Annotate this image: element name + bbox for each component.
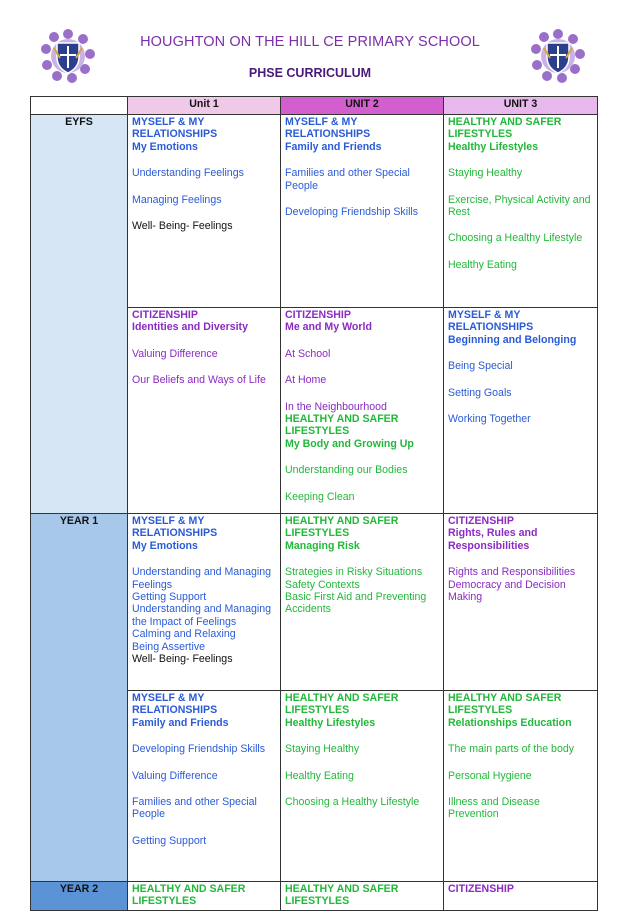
school-name: HOUGHTON ON THE HILL CE PRIMARY SCHOOL [140,34,480,50]
list-item: Rights and Responsibilities [448,566,576,579]
table-row [31,115,598,308]
cell-y1-unit1-b [128,691,281,882]
list-item: Choosing a Healthy Lifestyle [448,232,583,245]
list-item: Personal Hygiene [448,769,532,782]
cell-heading: MYSELF & MY RELATIONSHIPS [285,116,371,141]
cell-y1-unit2-b [281,691,444,882]
list-item: Being Special [448,360,513,373]
list-item: Our Beliefs and Ways of Life [132,374,266,387]
list-item: Getting Support [132,591,207,604]
cell-eyfs-unit3-a [444,115,598,308]
cell-eyfs-unit1-a [128,115,281,308]
cell-y2-unit3 [444,882,598,911]
list-item: Working Together [448,413,531,426]
column-header-year [31,97,128,115]
column-header-unit-3: UNIT 3 [444,97,598,115]
list-item: Understanding and Managing Feelings [132,566,271,591]
cell-eyfs-unit2-a [281,115,444,308]
list-item: Choosing a Healthy Lifestyle [285,796,420,809]
cell-y2-unit2 [281,882,444,911]
cell-topic: Healthy Lifestyles [448,140,539,153]
list-item: Staying Healthy [285,743,360,756]
cell-y1-unit1-a [128,514,281,691]
cell-heading: HEALTHY AND SAFER LIFESTYLES [448,692,562,717]
cell-heading: HEALTHY AND SAFER LIFESTYLES [285,883,399,908]
cell-heading: MYSELF & MY RELATIONSHIPS [132,116,218,141]
school-crest-logo-left [40,28,96,84]
list-item: Exercise, Physical Activity and Rest [448,193,591,219]
cell-y2-unit1 [128,882,281,911]
list-item: Managing Feelings [132,193,222,206]
list-item: Understanding our Bodies [285,464,408,477]
school-crest-logo-right [530,28,586,84]
cell-heading: CITIZENSHIP [448,515,514,527]
list-item: The main parts of the body [448,743,575,756]
cell-topic: Me and My World [285,321,372,334]
cell-heading: HEALTHY AND SAFER LIFESTYLES [448,116,562,141]
list-item: At Home [285,374,327,387]
column-header-unit-1: Unit 1 [128,97,281,115]
cell-topic: Family and Friends [285,140,382,153]
list-item: Strategies in Risky Situations [285,566,423,579]
list-item: In the Neighbourhood [285,400,387,413]
cell-heading: HEALTHY AND SAFER LIFESTYLES [285,692,399,717]
list-item: Well- Being- Feelings [132,220,233,233]
cell-y1-unit2-a [281,514,444,691]
year-label-year-2: YEAR 2 [31,882,128,911]
list-item: At School [285,347,331,360]
list-item: Healthy Eating [448,258,517,271]
cell-topic: My Emotions [132,539,198,552]
list-item: Developing Friendship Skills [285,206,419,219]
list-item: Understanding Feelings [132,167,244,180]
cell-topic: Identities and Diversity [132,321,248,334]
cell-topic: Rights, Rules and Responsibilities [448,527,538,552]
list-item: Staying Healthy [448,167,523,180]
list-item: Setting Goals [448,386,512,399]
cell-topic: Relationships Education [448,716,572,729]
curriculum-table [30,96,598,911]
list-item: Basic First Aid and Preventing Accidents [285,591,427,616]
cell-heading: CITIZENSHIP [448,883,514,895]
list-item: Valuing Difference [132,347,218,360]
cell-heading: CITIZENSHIP [132,309,198,321]
cell-heading: MYSELF & MY RELATIONSHIPS [132,515,218,540]
cell-topic: Family and Friends [132,716,229,729]
list-item: Keeping Clean [285,490,355,503]
column-header-unit-2: UNIT 2 [281,97,444,115]
list-item: Getting Support [132,834,207,847]
list-item: Well- Being- Feelings [132,653,233,666]
cell-heading: CITIZENSHIP [285,309,351,321]
year-label-year-1: YEAR 1 [31,514,128,882]
header-row [31,97,598,115]
list-item: Safety Contexts [285,578,360,591]
list-item: Healthy Eating [285,769,354,782]
table-row [31,882,598,911]
list-item: Being Assertive [132,640,206,653]
cell-heading-secondary: HEALTHY AND SAFER LIFESTYLES [285,413,399,438]
list-item: Understanding and Managing the Impact of Feelings [132,603,271,628]
cell-topic: Beginning and Belonging [448,333,577,346]
cell-topic-secondary: My Body and Growing Up [285,437,414,450]
cell-y1-unit3-b [444,691,598,882]
list-item: Families and other Special People [132,796,257,821]
list-item: Developing Friendship Skills [132,743,266,756]
list-item: Valuing Difference [132,769,218,782]
cell-heading: MYSELF & MY RELATIONSHIPS [132,692,218,717]
table-row [31,514,598,691]
cell-topic: My Emotions [132,140,198,153]
cell-eyfs-unit3-b [444,308,598,514]
cell-heading: MYSELF & MY RELATIONSHIPS [448,309,534,334]
cell-topic: Healthy Lifestyles [285,716,376,729]
cell-eyfs-unit1-b [128,308,281,514]
page-title: PHSE CURRICULUM [248,66,372,80]
cell-heading: HEALTHY AND SAFER LIFESTYLES [285,515,399,540]
list-item: Illness and Disease Prevention [448,796,540,821]
list-item: Democracy and Decision Making [448,578,566,604]
list-item: Calming and Relaxing [132,628,236,641]
cell-eyfs-unit2-b [281,308,444,514]
year-label-eyfs: EYFS [31,115,128,514]
list-item: Families and other Special People [285,167,410,192]
cell-topic: Managing Risk [285,539,360,552]
cell-heading: HEALTHY AND SAFER LIFESTYLES [132,883,246,908]
cell-y1-unit3-a [444,514,598,691]
